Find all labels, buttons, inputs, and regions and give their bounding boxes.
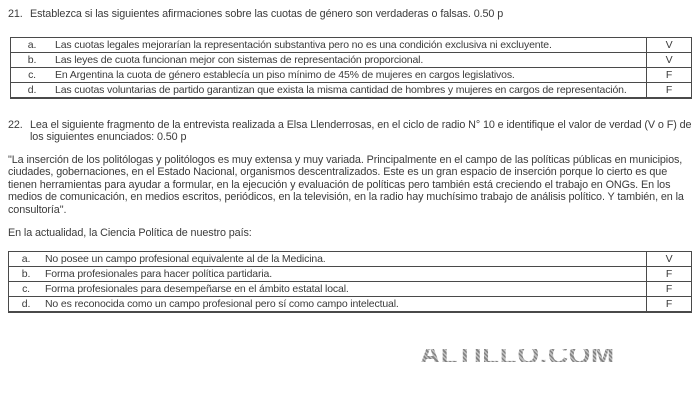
row-truth-value: F (647, 296, 692, 312)
row-truth-value: V (647, 52, 692, 67)
question-21-text: Establezca si las siguientes afirmaciones sobre las cuotas de género son verdaderas o falsas. 0.50 p (30, 8, 504, 20)
question-21-number: 21. (8, 8, 23, 20)
table-row (9, 296, 692, 312)
row-letter: b. (9, 266, 44, 281)
interview-quote: "La inserción de los politólogas y politólogos es muy extensa y muy variada. Principalmente en el campo de las políticas públicas en municipios, ciudades, gobernaciones, en el Estado Nacional, organismos descentralizados. Este es un gran espacio de inserción porque lo cierto es que tienen herramientas para ayudar a formular, en la ejecución y evaluación de políticas pero también está creciendo el trabajo en ONGs. En los medios de comunicación, en medios escritos, periódicos, en la televisión, en la radio hay muchísimo trabajo de análisis político. Y también, en la consultoría". (8, 153, 684, 216)
table-row (11, 82, 692, 98)
question-22-text: Lea el siguiente fragmento de la entrevista realizada a Elsa Llenderrosas, en el ciclo de radio N° 10 e identifique el valor de verdad (V o F) de los siguientes enunciados: 0.50 p (30, 118, 692, 143)
row-statement: Forma profesionales para desempeñarse en el ámbito estatal local. (43, 281, 647, 296)
row-statement: En Argentina la cuota de género establecía un piso mínimo de 45% de mujeres en cargos legislativos. (53, 67, 647, 82)
row-truth-value: F (647, 67, 692, 82)
row-statement: Las cuotas legales mejorarían la representación substantiva pero no es una condición exclusiva ni excluyente. (53, 37, 647, 52)
row-letter: d. (11, 82, 54, 98)
row-statement: No posee un campo profesional equivalente al de la Medicina. (43, 251, 647, 266)
row-truth-value: V (647, 251, 692, 266)
table-row (9, 251, 692, 266)
row-letter: b. (11, 52, 54, 67)
question-22-true-false-table (8, 251, 692, 313)
row-letter: c. (9, 281, 44, 296)
row-letter: a. (11, 37, 54, 52)
altillo-watermark: ALTILLO.COM (420, 339, 615, 370)
row-truth-value: V (647, 37, 692, 52)
question-22-number: 22. (8, 118, 23, 131)
table-row (11, 37, 692, 52)
row-statement: Forma profesionales para hacer política partidaria. (43, 266, 647, 281)
row-letter: d. (9, 296, 44, 312)
question-22 (8, 119, 692, 144)
table-row (9, 266, 692, 281)
row-truth-value: F (647, 82, 692, 98)
row-statement: Las cuotas voluntarias de partido garantizan que exista la misma cantidad de hombres y mujeres en cargos de representación. (53, 82, 647, 98)
question-22-lead-in: En la actualidad, la Ciencia Política de nuestro país: (8, 227, 252, 239)
row-letter: c. (11, 67, 54, 82)
table-row (9, 281, 692, 296)
table-row (11, 52, 692, 67)
row-truth-value: F (647, 266, 692, 281)
question-21-true-false-table (10, 37, 692, 99)
row-truth-value: F (647, 281, 692, 296)
row-statement: No es reconocida como un campo profesional pero sí como campo intelectual. (43, 296, 647, 312)
row-letter: a. (9, 251, 44, 266)
row-statement: Las leyes de cuota funcionan mejor con sistemas de representación proporcional. (53, 52, 647, 67)
table-row (11, 67, 692, 82)
question-21 (8, 8, 692, 21)
